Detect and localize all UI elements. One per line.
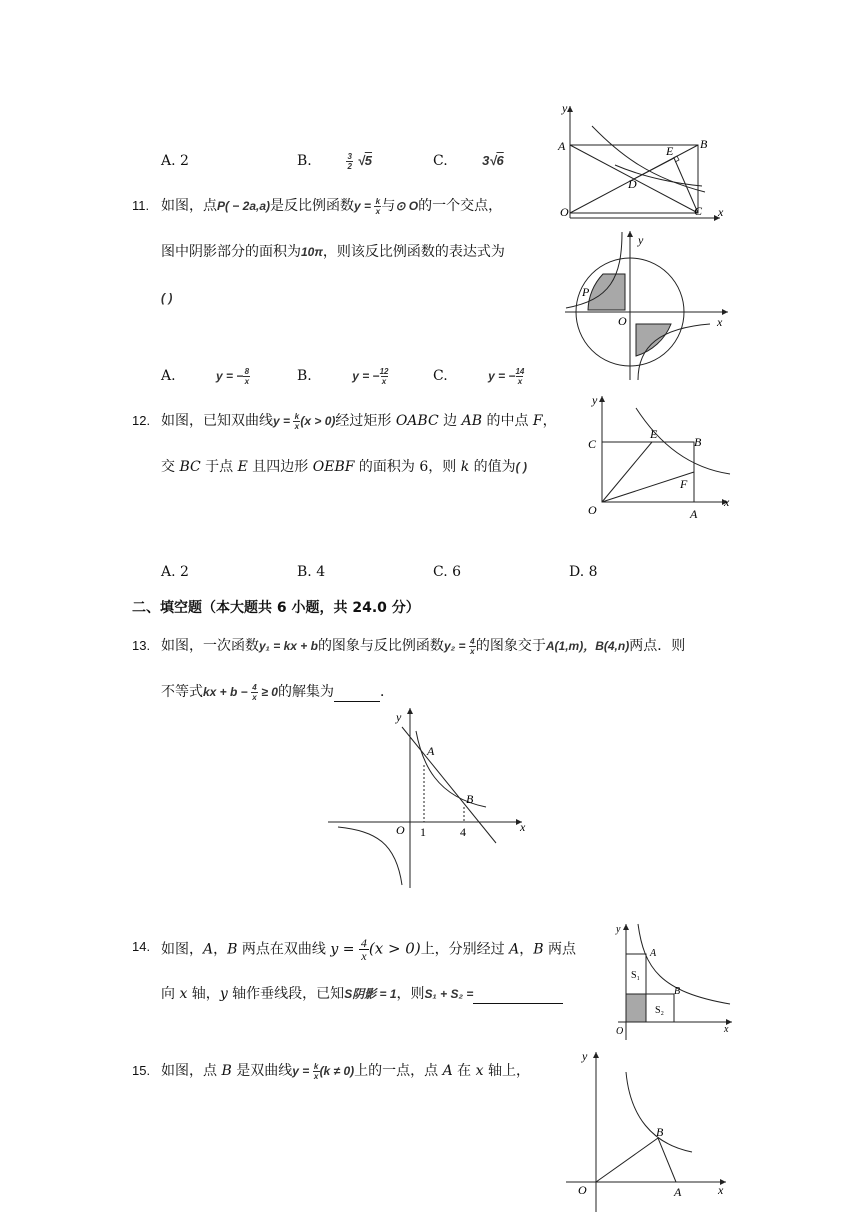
y-axis-arrow [407,708,413,714]
question-number: 15. [132,1063,151,1078]
label-y: y [592,393,598,407]
q12-figure [580,390,735,522]
label-b: B [466,792,474,806]
q12-option-a: A. 2 [161,564,189,580]
option-lhs: y = − [216,369,244,383]
q12-line2: 交 BC 于点 E 且四边形 OEBF 的面积为 6，则 k 的值为( ) [161,459,527,475]
option-letter: A. [161,368,176,384]
line-de [634,158,674,179]
label-a: A [558,139,566,153]
question-number: 12. [132,413,151,428]
label-x: x [520,820,526,834]
hyperbola [636,408,730,474]
tick-1: 1 [420,825,426,839]
q15-figure [562,1046,732,1216]
q14-line2: 向 x 轴，y 轴作垂线段，已知S阴影 = 1，则S₁ + S₂ = [161,984,563,1004]
curve [592,126,705,192]
section-title: 二、填空题（本大题共 6 小题，共 24.0 分） [132,600,420,616]
label-b: B [694,435,702,449]
label-o: O [578,1183,587,1197]
q10-option-c [433,151,504,171]
answer-blank[interactable] [473,1003,563,1004]
q13-figure [326,703,534,891]
q11-line1: 如图，点P( − 2a,a)是反比例函数y = $\frac{k}{x}$ 与⊙ O的一个交点， [161,196,503,216]
option-value: 2 [180,153,189,169]
y-axis-arrow [623,924,629,930]
shaded-region-lower [636,324,671,356]
hyperbola [638,924,730,1004]
line-ba [658,1138,676,1182]
q12-option-d: D. 8 [569,564,598,580]
label-x: x [718,205,724,219]
question-number: 11. [132,198,150,213]
option-fraction [346,152,353,171]
label-a: A [674,1185,682,1199]
q11-option-c: C. y = − $\frac{14}{x}$ [433,366,525,386]
option-letter: C. [433,153,448,169]
fraction-denominator: 2 [347,161,352,171]
label-d: D [628,177,637,191]
x-axis-arrow [722,309,728,315]
option-radical: √5 [357,153,373,168]
answer-blank[interactable] [334,701,380,702]
label-s2: S₂ [655,1005,665,1016]
label-f: F [680,477,688,491]
label-a: A [650,948,657,959]
label-y: y [562,101,568,115]
label-s1: S₁ [631,970,641,981]
label-a: A [427,744,435,758]
label-b: B [700,137,708,151]
q12-option-c: C. 6 [433,564,462,580]
label-c: C [694,204,703,218]
fraction-numerator: 3 [347,151,352,161]
shaded-region-upper [588,274,625,310]
q12-line1: 如图，已知双曲线y = $\frac{k}{x}$ (x > 0)经过矩形 OABC 边 AB 的中点 F， [161,411,557,431]
label-p: P [582,285,590,299]
q13-line2: 不等式kx + b − $\frac{4}{x}$ ≥ 0的解集为 ． [161,682,394,702]
label-y: y [582,1049,588,1063]
option-letter: C. [433,368,448,384]
q11-paren: ( ) [161,291,173,305]
option-value: 3√6 [482,153,504,168]
label-x: x [718,1183,724,1197]
option-letter: A. [161,153,176,169]
q13-line1: 如图，一次函数y₁ = kx + b的图象与反比例函数y₂ = $\frac{4}{x}$ 的图象交于A(1,m)，B(4,n)两点．则 [161,636,686,656]
label-b: B [674,986,681,997]
label-b: B [656,1125,664,1139]
line-y1 [402,727,496,843]
line-ob [596,1138,658,1182]
q14-line1: 如图，A，B 两点在双曲线 y = $\frac{4}{x}$ (x > 0)上，分别经过 A，B 两点 [161,936,577,963]
q10-option-a [161,151,189,171]
option-letter: B. [297,368,312,384]
hyperbola-first-quadrant [416,731,486,807]
tick-4: 4 [460,825,466,839]
q11-figure [560,228,735,383]
q11-option-b: B. y = − $\frac{12}{x}$ [297,366,389,386]
label-e: E [666,144,674,158]
q14-figure [600,918,740,1043]
q11-line2: 图中阴影部分的面积为10π，则该反比例函数的表达式为 [161,244,505,260]
label-c: C [588,437,597,451]
label-o: O [396,823,405,837]
label-x: x [724,1024,729,1035]
label-y: y [616,924,621,935]
rectangle-oabc [602,442,694,502]
hyperbola-third-quadrant [338,827,402,885]
label-x: x [717,315,723,329]
q10-figure [550,100,730,225]
q11-option-a: A. y = − $\frac{8}{x}$ [161,366,250,386]
option-lhs: y = − [352,369,380,383]
question-number: 14. [132,939,151,954]
label-y: y [396,710,402,724]
y-axis-arrow [599,396,605,402]
label-e: E [650,427,658,441]
y-axis-arrow [567,106,573,112]
option-lhs: y = − [488,369,516,383]
label-o: O [588,503,597,517]
question-number: 13. [132,638,151,653]
label-y: y [638,233,644,247]
label-a: A [690,507,698,521]
y-axis-arrow [593,1052,599,1058]
label-o: O [618,314,627,328]
y-axis-arrow [627,231,633,237]
q12-option-b: B. 4 [297,564,326,580]
q15-line1: 如图，点 B 是双曲线y = $\frac{k}{x}$ (k ≠ 0)上的一点，点 A 在 x 轴上， [161,1061,530,1081]
option-letter: B. [297,153,312,169]
shaded-region [626,994,646,1022]
label-o: O [616,1026,624,1037]
label-o: O [560,205,569,219]
q10-option-b [297,151,372,171]
label-x: x [724,495,730,509]
line-oe [602,442,652,502]
